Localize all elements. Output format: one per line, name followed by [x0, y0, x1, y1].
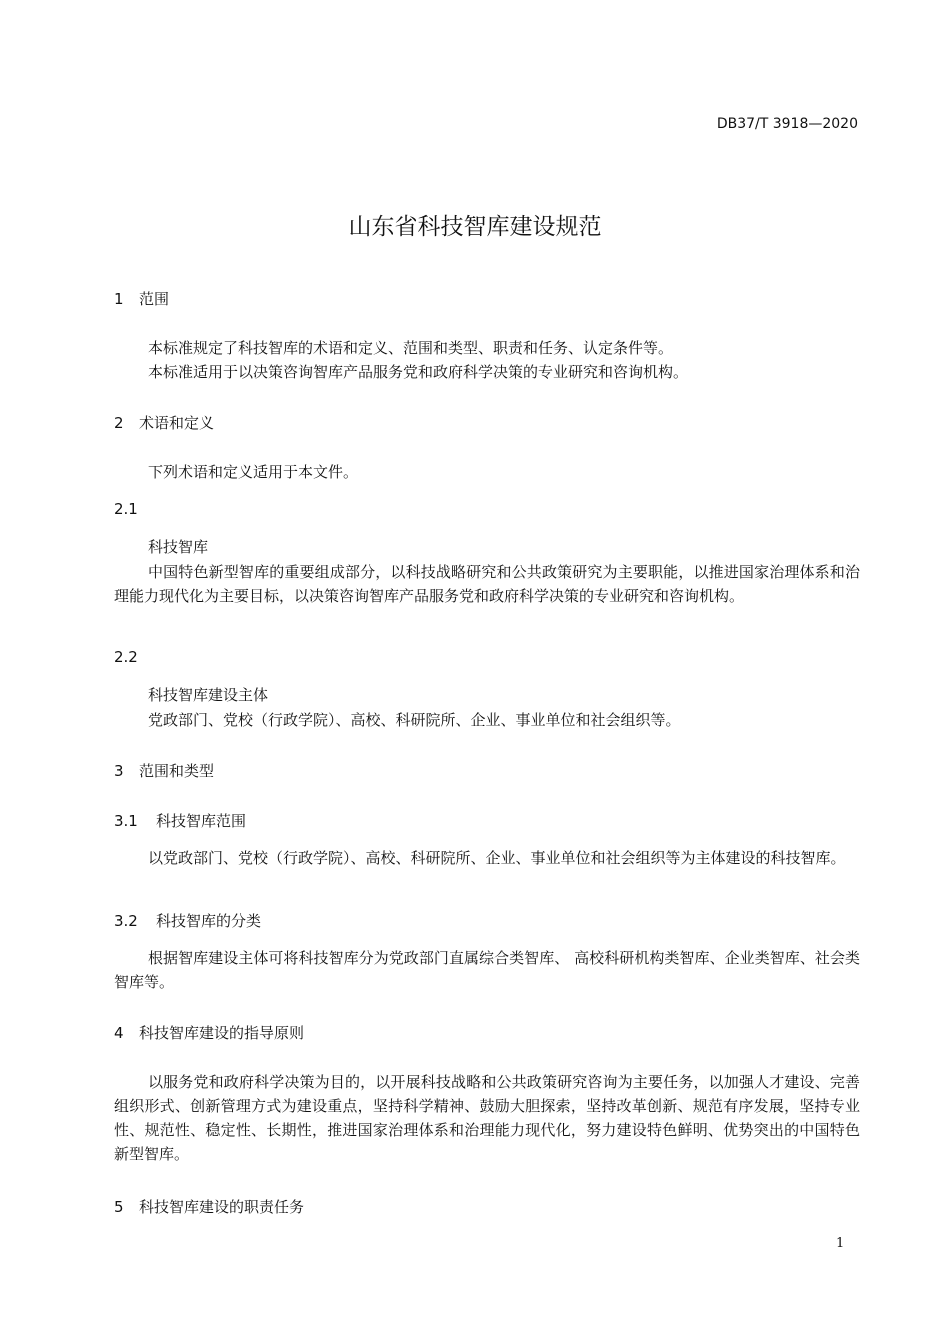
- term-definition: 党政部门、党校（行政学院）、高校、科研院所、企业、事业单位和社会组织等。: [148, 711, 681, 729]
- paragraph: 本标准规定了科技智库的术语和定义、范围和类型、职责和任务、认定条件等。: [148, 339, 674, 357]
- clause-number: 2.1: [114, 500, 138, 518]
- section-number: 4: [114, 1024, 124, 1042]
- section-number: 2: [114, 414, 124, 432]
- section-1-heading: [114, 288, 169, 309]
- subsection-number: 3.2: [114, 912, 138, 930]
- subsection-3-1-heading: [114, 810, 246, 831]
- standard-number: DB37/T 3918—2020: [716, 116, 858, 132]
- document-title: 山东省科技智库建设规范: [348, 214, 602, 240]
- paragraph: 下列术语和定义适用于本文件。: [148, 463, 359, 481]
- section-4-heading: [114, 1022, 304, 1043]
- term-heading: 科技智库: [148, 538, 209, 556]
- section-title: 范围: [139, 290, 170, 308]
- subsection-number: 3.1: [114, 812, 138, 830]
- section-number: 3: [114, 762, 124, 780]
- term-heading: 科技智库建设主体: [148, 686, 269, 704]
- paragraph: 根据智库建设主体可将科技智库分为党政部门直属综合类智库、 高校科研机构类智库、企业类智库、社会类智库等。: [114, 949, 860, 991]
- subsection-title: 科技智库的分类: [156, 912, 262, 930]
- subsection-title: 科技智库范围: [156, 812, 247, 830]
- section-number: 5: [114, 1198, 124, 1216]
- term-definition: 中国特色新型智库的重要组成部分，以科技战略研究和公共政策研究为主要职能，以推进国家治理体系和治理能力现代化为主要目标，以决策咨询智库产品服务党和政府科学决策的专业研究和咨询机构。: [114, 563, 860, 605]
- section-title: 术语和定义: [139, 414, 215, 432]
- section-number: 1: [114, 290, 124, 308]
- section-2-heading: [114, 412, 214, 433]
- clause-number: 2.2: [114, 648, 138, 666]
- section-5-heading: [114, 1196, 304, 1217]
- section-3-heading: [114, 760, 214, 781]
- paragraph: 以党政部门、党校（行政学院）、高校、科研院所、企业、事业单位和社会组织等为主体建设的科技智库。: [148, 849, 846, 867]
- subsection-3-2-heading: [114, 910, 261, 931]
- paragraph: 本标准适用于以决策咨询智库产品服务党和政府科学决策的专业研究和咨询机构。: [148, 363, 689, 381]
- section-title: 范围和类型: [139, 762, 215, 780]
- section-title: 科技智库建设的指导原则: [139, 1024, 305, 1042]
- paragraph: 以服务党和政府科学决策为目的，以开展科技战略和公共政策研究咨询为主要任务，以加强人才建设、完善组织形式、创新管理方式为建设重点，坚持科学精神、鼓励大胆探索，坚持改革创新、规范有序发展，坚持专业性、规范性、稳定性、长期性，推进国家治理体系和治理能力现代化，努力建设特色鲜明、优势突出的中国特色新型智库。: [114, 1073, 860, 1163]
- page-number: 1: [836, 1236, 845, 1251]
- section-title: 科技智库建设的职责任务: [139, 1198, 305, 1216]
